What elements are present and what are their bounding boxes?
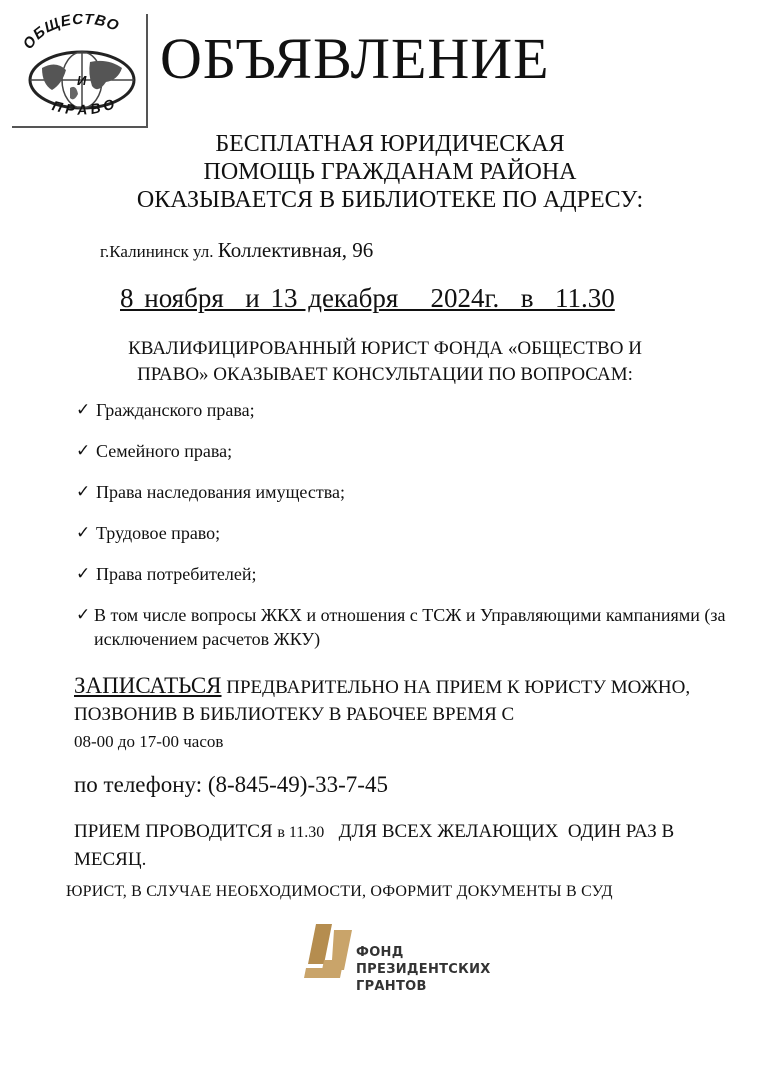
phone-number: по телефону: (8-845-49)-33-7-45: [74, 772, 388, 797]
subtitle-line: ПОМОЩЬ ГРАЖДАНАМ РАЙОНА: [203, 159, 577, 185]
topic-label: Семейного права;: [96, 441, 233, 461]
list-item: [76, 603, 756, 651]
working-hours: 08-00 до 17-00 часов: [74, 732, 224, 751]
list-item: [76, 562, 756, 586]
check-icon: ✓: [76, 564, 91, 584]
signup-text: ПРЕДВАРИТЕЛЬНО НА ПРИЕМ К ЮРИСТУ МОЖНО, ПОЗВОНИВ В БИБЛИОТЕКУ В РАБОЧЕЕ ВРЕМЯ С: [74, 677, 691, 725]
reception-info: [74, 818, 734, 873]
logo-middle-text: И: [77, 73, 87, 88]
signup-info: [74, 672, 734, 755]
signup-lead: ЗАПИСАТЬСЯ: [74, 673, 222, 698]
court-notice: ЮРИСТ, В СЛУЧАЕ НЕОБХОДИМОСТИ, ОФОРМИТ ДОКУМЕНТЫ В СУД: [66, 883, 613, 900]
address-city: г.Калининск ул.: [100, 242, 214, 261]
topic-label: Права наследования имущества;: [96, 482, 345, 502]
logo-top-text: ОБЩЕСТВО: [19, 14, 122, 53]
intro-line: КВАЛИФИЦИРОВАННЫЙ ЮРИСТ ФОНДА «ОБЩЕСТВО И: [128, 338, 642, 359]
topic-label: Гражданского права;: [96, 400, 255, 420]
reception-part2: ДЛЯ ВСЕХ ЖЕЛАЮЩИХ ОДИН РАЗ В МЕСЯЦ.: [74, 821, 679, 870]
check-icon: ✓: [76, 400, 91, 420]
fund-name-line: ПРЕЗИДЕНТСКИХ: [356, 962, 491, 977]
check-icon: ✓: [76, 441, 91, 461]
logo-bottom-text: ПРАВО: [50, 94, 121, 118]
topic-label: Права потребителей;: [96, 564, 257, 584]
event-dates: 8 ноября и 13 декабря 2024г. в 11.30: [120, 283, 615, 313]
check-icon: ✓: [76, 523, 91, 543]
intro-line: ПРАВО» ОКАЗЫВАЕТ КОНСУЛЬТАЦИИ ПО ВОПРОСАМ:: [137, 364, 633, 385]
list-item: [76, 439, 756, 463]
reception-time: в 11.30: [277, 824, 325, 841]
subtitle-line: БЕСПЛАТНАЯ ЮРИДИЧЕСКАЯ: [215, 131, 565, 157]
fund-name: [356, 944, 491, 995]
fund-name-line: ГРАНТОВ: [356, 979, 427, 994]
subtitle: [60, 130, 720, 214]
presidential-grants-fund-logo: [302, 924, 562, 1004]
list-item: [76, 521, 756, 545]
check-icon: ✓: [76, 482, 91, 502]
topics-list: [76, 398, 756, 668]
check-icon: ✓: [76, 605, 91, 625]
topic-label: В том числе вопросы ЖКХ и отношения с ТСЖ и Управляющими кампаниями (за исключением расчетов ЖКУ): [94, 605, 726, 649]
logo-frame: [12, 14, 148, 128]
list-item: [76, 480, 756, 504]
reception-part1: ПРИЕМ ПРОВОДИТСЯ: [74, 821, 278, 842]
topic-label: Трудовое право;: [96, 523, 221, 543]
list-item: [76, 398, 756, 422]
page-title: ОБЪЯВЛЕНИЕ: [160, 26, 550, 91]
intro-text: [60, 336, 710, 388]
fund-name-line: ФОНД: [356, 945, 404, 960]
address-street: Коллективная, 96: [217, 238, 374, 262]
fund-emblem-icon: [302, 924, 356, 980]
address: [100, 238, 373, 263]
subtitle-line: ОКАЗЫВАЕТСЯ В БИБЛИОТЕКЕ ПО АДРЕСУ:: [136, 187, 644, 213]
